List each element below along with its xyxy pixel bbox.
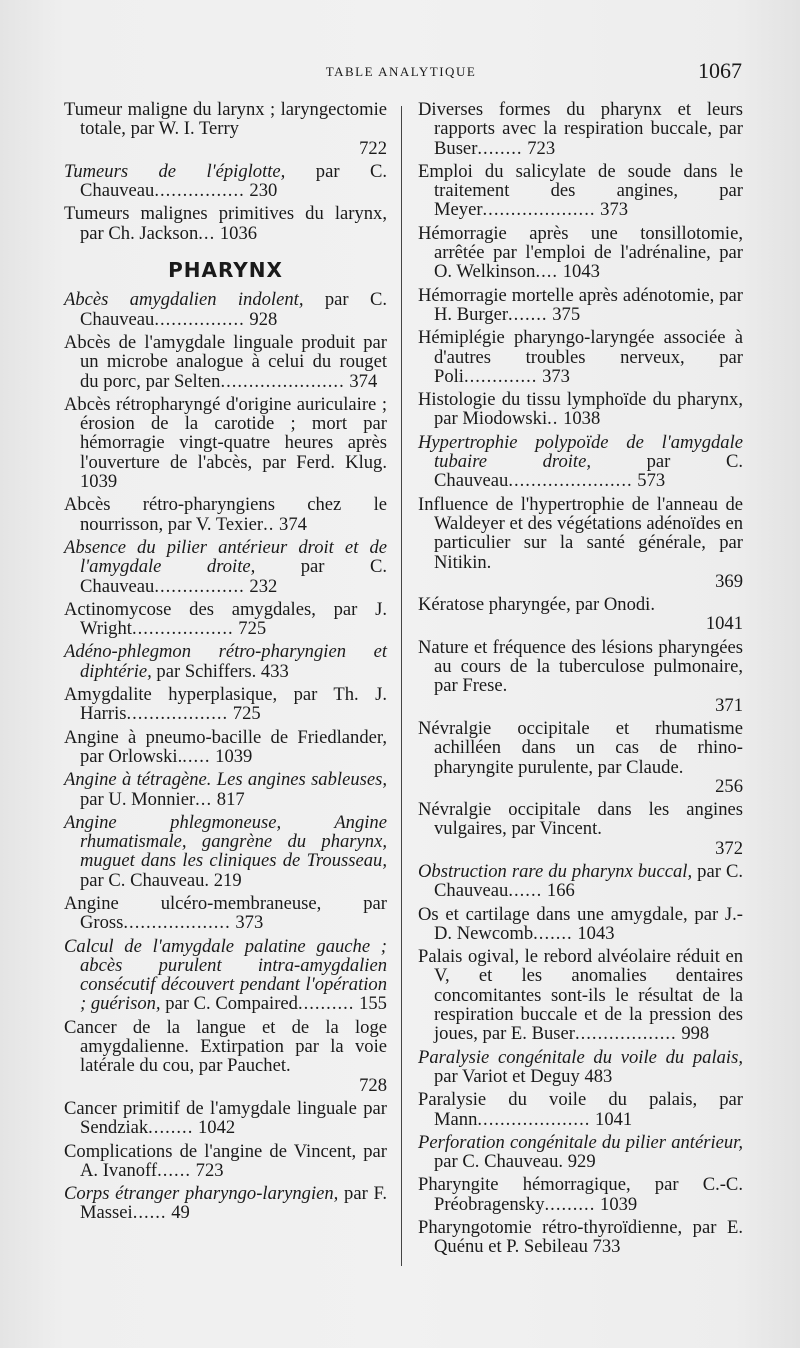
page-reference: 369 <box>715 570 743 592</box>
index-entry <box>64 495 387 534</box>
index-entry <box>64 600 387 639</box>
page-reference: 723 <box>527 137 556 159</box>
index-entry <box>64 538 387 596</box>
entry-text: Cancer de la langue et de la loge amygdalienne. Extirpation par la voie latérale du cou, par Pauchet. <box>64 1016 387 1077</box>
column-divider <box>401 106 402 1266</box>
page-reference: 375 <box>552 303 581 325</box>
page-reference: 374 <box>349 370 378 392</box>
leader-dots: .. <box>547 408 559 430</box>
index-entry <box>418 595 743 634</box>
page-reference: 256 <box>715 775 743 797</box>
entry-text: Névralgie occipitale et rhumatisme achilléen dans un cas de rhino-pharyngite purulente, par Claude. <box>418 717 743 778</box>
index-entry <box>418 1090 743 1129</box>
index-entry <box>64 1142 387 1181</box>
index-entry <box>418 1133 743 1172</box>
index-entry <box>64 100 387 158</box>
entry-text: Paralysie du voile du palais, par Mann <box>418 1089 743 1130</box>
leader-dots: ..... <box>182 745 211 767</box>
entry-text: Tumeur maligne du larynx ; laryngectomie totale, par W. I. Terry <box>64 99 387 140</box>
entry-text: Kératose pharyngée, par Onodi. <box>418 594 655 616</box>
page-reference: 573 <box>637 470 666 492</box>
entry-text: par C. Chauveau <box>80 556 388 597</box>
leader-dots: ... <box>198 222 216 244</box>
entry-text: par F. Massei <box>80 1183 387 1224</box>
index-entry <box>64 937 387 1014</box>
page-reference: 1041 <box>595 1108 633 1130</box>
index-entry <box>64 728 387 767</box>
page-reference: 232 <box>249 575 278 597</box>
page-number: 1067 <box>698 58 742 83</box>
entry-text: Histologie du tissu lymphoïde du pharynx, par Miodowski <box>418 389 743 430</box>
page-reference: 433 <box>260 660 289 682</box>
entry-text: Palais ogival, le rebord alvéolaire réduit en V, et les anomalies dentaires concomitantes sont-ils le résultat de la respiration buccale et de la pression des joues, par E. Buser <box>418 946 743 1045</box>
index-entry <box>64 894 387 933</box>
leader-dots: .................. <box>131 618 234 640</box>
entry-title: Angine phlegmoneuse, Angine rhumatismale, gangrène du pharynx, muguet dans les cliniques de Trousseau, <box>64 811 387 872</box>
index-entry <box>418 638 743 715</box>
entry-text: par C. Chauveau <box>434 860 744 902</box>
page-header <box>60 58 742 88</box>
entry-text: par C. Compaired <box>160 993 298 1015</box>
entry-title: Abcès amygdalien indolent, <box>64 289 304 311</box>
left-column <box>64 100 387 1227</box>
page-reference: 733 <box>592 1236 621 1258</box>
left-bottom-entries <box>64 290 387 1222</box>
page-reference: 371 <box>715 694 743 716</box>
leader-dots: ................ <box>154 308 245 330</box>
leader-dots: ...... <box>508 880 543 902</box>
page-reference: 483 <box>584 1065 613 1087</box>
entry-text: Nature et fréquence des lésions pharyngées au cours de la tuberculose pulmonaire, par Frese. <box>418 636 743 697</box>
leader-dots: ................... <box>123 912 231 934</box>
page-reference: 230 <box>249 180 278 202</box>
right-entries <box>418 100 743 1257</box>
index-entry <box>418 1048 743 1087</box>
entry-text: Actinomycose des amygdales, par J. Wright <box>64 598 387 640</box>
index-entry <box>64 770 387 809</box>
entry-text: Abcès de l'amygdale linguale produit par un microbe analogue à celui du rouget du porc, par Selten <box>64 331 387 392</box>
page-reference: 725 <box>232 703 261 725</box>
page-reference: 1039 <box>215 745 253 767</box>
entry-title: Paralysie congénitale du voile du palais, <box>418 1046 743 1068</box>
index-entry <box>64 204 387 243</box>
entry-title: Adéno-phlegmon rétro-pharyngien et diphtérie, <box>64 641 387 682</box>
entry-title: Calcul de l'amygdale palatine gauche ; abcès purulent intra-amygdalien consécutif découvert pendant l'opération ; guérison, <box>64 935 387 1015</box>
page-reference: 722 <box>359 137 387 159</box>
index-entry <box>64 642 387 681</box>
leader-dots: ...................... <box>508 470 633 492</box>
entry-text: par Schiffers. <box>151 660 257 682</box>
page-reference: 1039 <box>600 1193 638 1215</box>
page-reference: 929 <box>567 1151 596 1173</box>
index-entry <box>418 862 743 901</box>
index-entry <box>418 905 743 944</box>
page-reference: 1039 <box>80 471 118 493</box>
leader-dots: ....... <box>508 303 548 325</box>
entry-title: Obstruction rare du pharynx buccal, <box>418 860 693 882</box>
entry-text: Névralgie occipitale dans les angines vulgaires, par Vincent. <box>418 799 743 840</box>
entry-text: Tumeurs malignes primitives du larynx, par Ch. Jackson <box>64 203 387 244</box>
entry-title: Absence du pilier antérieur droit et de l'amygdale droite, <box>64 536 387 578</box>
page-reference: 373 <box>600 199 629 221</box>
entry-text: Hémorragie après une tonsillotomie, arrêtée par l'emploi de l'adrénaline, par O. Welkinson <box>418 222 743 283</box>
page-reference: 998 <box>681 1023 710 1045</box>
page-reference: 49 <box>171 1202 190 1224</box>
index-entry <box>64 1018 387 1095</box>
entry-title: Tumeurs de l'épiglotte, <box>64 160 286 182</box>
entry-text: par C. Chauveau <box>80 160 388 202</box>
index-entry <box>418 1218 743 1257</box>
page-reference: 1041 <box>705 613 743 635</box>
index-entry <box>64 162 387 201</box>
entry-text: Pharyngite hémorragique, par C.-C. Préobragensky <box>418 1174 743 1215</box>
entry-title: Hypertrophie polypoïde de l'amygdale tubaire droite, <box>418 431 743 473</box>
index-entry <box>64 1099 387 1138</box>
leader-dots: .. <box>263 513 275 535</box>
entry-text: Hémiplégie pharyngo-laryngée associée à d'autres troubles nerveux, par Poli <box>418 327 743 387</box>
entry-title: Perforation congénitale du pilier antérieur, <box>418 1131 743 1153</box>
page-reference: 1043 <box>562 261 600 283</box>
leader-dots: ....... <box>533 922 573 944</box>
index-entry <box>418 947 743 1043</box>
leader-dots: ............. <box>463 365 538 387</box>
index-entry <box>418 433 743 491</box>
page-reference: 373 <box>235 912 264 934</box>
index-entry <box>64 290 387 329</box>
page-reference: 728 <box>359 1074 387 1096</box>
leader-dots: .................. <box>574 1023 677 1045</box>
index-entry <box>418 328 743 386</box>
index-entry <box>64 333 387 391</box>
right-column <box>418 100 743 1261</box>
leader-dots: .... <box>535 261 559 283</box>
leader-dots: ......... <box>544 1193 596 1215</box>
index-entry <box>418 162 743 220</box>
entry-text: Abcès rétro-pharyngiens chez le nourrisson, par V. Texier <box>64 494 387 535</box>
entry-text: par C. Chauveau <box>80 289 387 330</box>
entry-text: Complications de l'angine de Vincent, par A. Ivanoff <box>64 1140 387 1181</box>
index-entry <box>418 719 743 796</box>
leader-dots: .................... <box>482 199 596 221</box>
entry-text: Emploi du salicylate de soude dans le traitement des angines, par Meyer <box>418 160 743 221</box>
leader-dots: ...................... <box>220 370 345 392</box>
entry-text: par Variot et Deguy <box>434 1065 580 1087</box>
page-reference: 1042 <box>198 1117 236 1139</box>
entry-text: Hémorragie mortelle après adénotomie, par H. Burger <box>418 284 743 325</box>
running-title: TABLE ANALYTIQUE <box>325 64 477 79</box>
index-entry <box>418 800 743 858</box>
page-reference: 219 <box>213 869 242 891</box>
entry-text: par C. Chauveau. <box>80 869 210 891</box>
index-entry <box>64 395 387 491</box>
page-reference: 1038 <box>563 408 601 430</box>
entry-text: Amygdalite hyperplasique, par Th. J. Harris <box>64 684 387 725</box>
leader-dots: .................... <box>477 1108 591 1130</box>
entry-text: Cancer primitif de l'amygdale linguale par Sendziak <box>64 1097 387 1139</box>
leader-dots: ........ <box>477 137 523 159</box>
index-entry <box>418 390 743 429</box>
entry-text: Pharyngotomie rétro-thyroïdienne, par E. Quénu et P. Sebileau <box>418 1217 743 1258</box>
page-reference: 1036 <box>219 222 258 244</box>
page-reference: 155 <box>359 993 387 1015</box>
entry-text: par U. Monnier <box>80 788 196 810</box>
left-top-entries <box>64 100 387 243</box>
page-reference: 723 <box>195 1159 224 1181</box>
section-heading: PHARYNX <box>168 258 283 283</box>
entry-text: Diverses formes du pharynx et leurs rapports avec la respiration buccale, par Buser <box>418 99 743 159</box>
leader-dots: ...... <box>157 1159 191 1181</box>
index-entry <box>418 100 743 158</box>
entry-text: Abcès rétropharyngé d'origine auriculaire ; érosion de la carotide ; mort par hémorragie vingt-quatre heures après l'ouverture de l'abcès, par Ferd. Klug. <box>64 393 387 473</box>
page-reference: 725 <box>238 618 267 640</box>
index-entry <box>64 813 387 890</box>
leader-dots: ...... <box>132 1202 167 1224</box>
page-reference: 374 <box>279 513 307 535</box>
entry-text: par C. Chauveau <box>434 451 743 492</box>
page-reference: 166 <box>546 880 575 902</box>
index-entry <box>418 495 743 591</box>
entry-text: Os et cartilage dans une amygdale, par J.-D. Newcomb <box>418 903 743 944</box>
entry-title: Corps étranger pharyngo-laryngien, <box>64 1183 339 1205</box>
index-entry <box>64 685 387 724</box>
page-reference: 372 <box>715 837 743 859</box>
index-entry <box>418 1175 743 1214</box>
leader-dots: ................ <box>154 575 245 597</box>
page-reference: 928 <box>249 308 278 330</box>
entry-text: Influence de l'hypertrophie de l'anneau de Waldeyer et des végétations adénoïdes en particulier sur la santé générale, par Nitikin. <box>418 493 743 573</box>
leader-dots: ................ <box>154 180 245 202</box>
index-entry <box>418 224 743 282</box>
entry-title: Angine à tétragène. Les angines sableuses, <box>64 769 387 791</box>
leader-dots: ........ <box>148 1117 194 1139</box>
index-entry <box>64 1184 387 1223</box>
entry-text: par C. Chauveau. <box>434 1151 564 1173</box>
leader-dots: ... <box>195 788 213 810</box>
leader-dots: .......... <box>297 993 355 1015</box>
page-reference: 817 <box>216 788 245 810</box>
index-entry <box>418 286 743 325</box>
page-reference: 373 <box>542 365 570 387</box>
entry-text: Angine à pneumo-bacille de Friedlander, par Orlowski. <box>64 726 387 767</box>
page-reference: 1043 <box>577 922 615 944</box>
leader-dots: .................. <box>126 703 229 725</box>
entry-text: Angine ulcéro-membraneuse, par Gross <box>64 892 387 934</box>
